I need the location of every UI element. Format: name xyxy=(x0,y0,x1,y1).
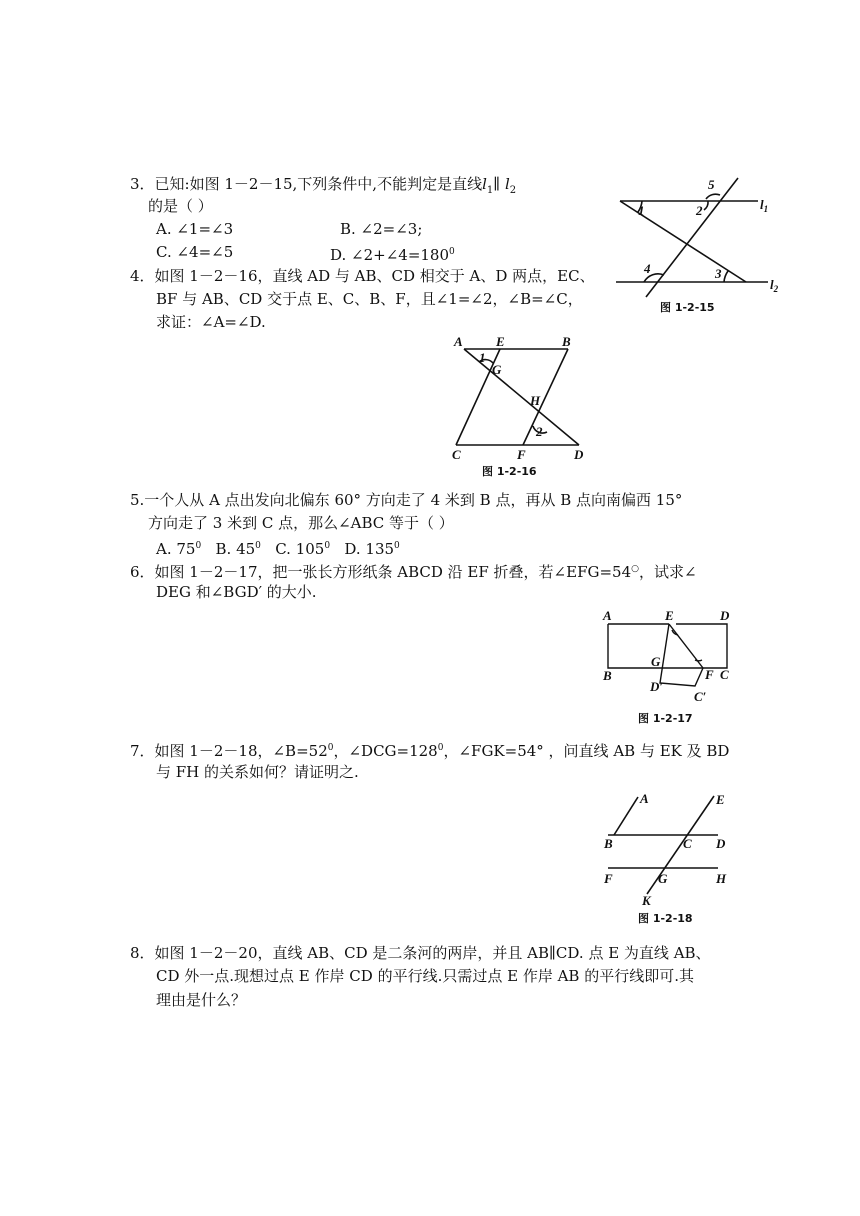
point-h-label: H xyxy=(716,871,727,886)
point-c-label: C xyxy=(720,667,729,682)
q3-line2: 的是（ ） xyxy=(148,197,213,215)
degree-mark: 0 xyxy=(255,541,261,551)
point-d-label: D xyxy=(716,836,726,851)
q5-line2: 方向走了 3 米到 C 点，那么∠ABC 等于（ ） xyxy=(148,514,454,532)
point-h-label: H xyxy=(530,393,541,408)
figure-caption: 图 1-2-18 xyxy=(638,912,693,925)
point-d-prime-label: D′ xyxy=(650,679,664,694)
q5-option-a: A. 75 xyxy=(156,540,196,558)
figure-caption: 图 1-2-15 xyxy=(660,301,715,314)
q3-option-d xyxy=(330,242,455,265)
q8-line1: 8．如图 1－2－20，直线 AB、CD 是二条河的两岸，并且 AB∥CD. 点 E 为直线 AB、 xyxy=(130,944,711,962)
q3-option-b: B. ∠2=∠3; xyxy=(340,220,423,238)
figure-1-2-18 xyxy=(598,788,748,928)
point-c-label: C xyxy=(683,836,692,851)
point-g-label: G xyxy=(658,871,668,886)
line-l2-label xyxy=(770,277,779,294)
q7-text-a: 7．如图 1－2－18，∠B=52 xyxy=(130,742,328,760)
q4-line1: 4．如图 1－2－16，直线 AD 与 AB、CD 相交于 A、D 两点，EC、 xyxy=(130,267,595,285)
point-b-label: B xyxy=(562,334,571,349)
q8-line2: CD 外一点.现想过点 E 作岸 CD 的平行线.只需过点 E 作岸 AB 的平行线即可.其 xyxy=(156,967,694,985)
l2-letter: l xyxy=(770,277,774,292)
q3-option-d-text: D. ∠2+∠4=180 xyxy=(330,246,450,264)
degree-mark: 0 xyxy=(394,541,400,551)
figure-1-2-17 xyxy=(598,608,738,728)
point-e-label: E xyxy=(665,608,674,623)
point-a-label: A xyxy=(603,608,612,623)
point-g-label: G xyxy=(651,654,661,669)
q6-line1-end: ，试求∠ xyxy=(638,563,697,581)
q7-text-c: ，∠FGK=54° ，问直线 AB 与 EK 及 BD xyxy=(443,742,730,760)
angle-4-label: 4 xyxy=(644,261,651,276)
point-e-label: E xyxy=(716,792,725,807)
q5-line1: 5.一个人从 A 点出发向北偏东 60° 方向走了 4 米到 B 点，再从 B 点向南偏西 15° xyxy=(130,491,683,509)
point-g-label: G xyxy=(492,362,502,377)
degree-mark: ○ xyxy=(631,564,639,574)
degree-mark: 0 xyxy=(437,743,444,753)
degree-mark: 0 xyxy=(449,247,455,257)
point-e-label: E xyxy=(496,334,505,349)
l1-subscript: 1 xyxy=(763,204,769,214)
q5-option-c: C. 105 xyxy=(275,540,325,558)
q3-text: 3．已知:如图 1－2－15,下列条件中,不能判定是直线 xyxy=(130,175,483,193)
q5-options xyxy=(156,536,400,559)
point-d-label: D xyxy=(720,608,730,623)
l2-sub: 2 xyxy=(509,185,517,196)
l2-symbol: l xyxy=(504,175,510,193)
parallel-symbol: ∥ xyxy=(493,175,501,193)
figure-caption: 图 1-2-16 xyxy=(482,465,537,478)
q4-line3: 求证：∠A=∠D. xyxy=(156,313,266,331)
line-l1-label xyxy=(760,197,768,214)
degree-mark: 0 xyxy=(324,541,331,551)
angle-1-label: 1 xyxy=(479,350,486,365)
l1-letter: l xyxy=(760,197,764,212)
figure-1-2-15 xyxy=(608,175,788,315)
point-f-label: F xyxy=(517,447,526,462)
q3-option-c: C. ∠4=∠5 xyxy=(156,243,234,261)
q3-option-a: A. ∠1=∠3 xyxy=(156,220,234,238)
angle-3-label: 3 xyxy=(715,266,722,281)
point-k-label: K xyxy=(642,893,651,908)
q8-line3: 理由是什么？ xyxy=(156,991,247,1009)
angle-2-label: 2 xyxy=(536,424,543,439)
point-b-label: B xyxy=(604,836,613,851)
q7-line2: 与 FH 的关系如何？请证明之. xyxy=(156,763,359,781)
q4-line2: BF 与 AB、CD 交于点 E、C、B、F，且∠1=∠2，∠B=∠C， xyxy=(156,290,583,308)
angle-2-label: 2 xyxy=(696,203,703,218)
point-d-label: D xyxy=(574,447,584,462)
l1-symbol: l xyxy=(482,175,487,193)
q6-line1 xyxy=(130,559,697,582)
figure-caption: 图 1-2-17 xyxy=(638,712,693,725)
q5-option-d: D. 135 xyxy=(344,540,395,558)
l2-subscript: 2 xyxy=(773,284,779,294)
angle-5-label: 5 xyxy=(708,177,715,192)
q7-line1 xyxy=(130,738,729,761)
point-c-label: C xyxy=(452,447,461,462)
degree-mark: 0 xyxy=(195,541,202,551)
point-b-label: B xyxy=(603,668,612,683)
figure-1-2-16 xyxy=(442,332,592,482)
angle-1-label: 1 xyxy=(638,203,645,218)
point-f-label: F xyxy=(705,667,714,682)
degree-mark: 0 xyxy=(327,743,334,753)
q7-text-b: ，∠DCG=128 xyxy=(333,742,438,760)
point-f-label: F xyxy=(604,871,613,886)
point-a-label: A xyxy=(640,791,649,806)
q6-line1-text: 6．如图 1－2－17，把一张长方形纸条 ABCD 沿 EF 折叠，若∠EFG=54 xyxy=(130,563,632,581)
l1-sub: 1 xyxy=(486,185,494,196)
point-a-label: A xyxy=(454,334,463,349)
q5-option-b: B. 45 xyxy=(215,540,256,558)
q6-line2: DEG 和∠BGD′ 的大小. xyxy=(156,583,317,601)
point-c-prime-label: C′ xyxy=(694,689,707,704)
